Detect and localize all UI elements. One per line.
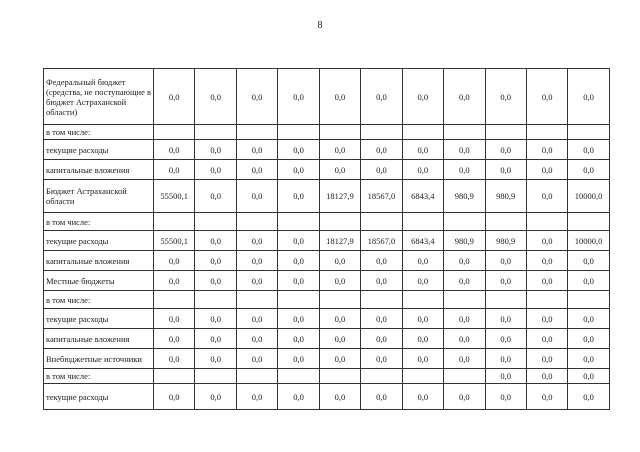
value-cell: 0,0 — [195, 140, 236, 160]
value-cell: 980,9 — [444, 231, 485, 251]
value-cell — [319, 125, 360, 140]
value-cell — [485, 291, 526, 309]
value-cell: 0,0 — [526, 369, 567, 384]
value-cell: 0,0 — [568, 271, 609, 291]
value-cell: 0,0 — [319, 251, 360, 271]
value-cell: 0,0 — [485, 349, 526, 369]
value-cell: 0,0 — [402, 384, 443, 410]
value-cell — [278, 125, 319, 140]
value-cell: 0,0 — [236, 160, 277, 180]
table-row — [44, 369, 610, 384]
value-cell: 0,0 — [236, 384, 277, 410]
value-cell — [568, 125, 609, 140]
table-row — [44, 180, 610, 213]
value-cell: 0,0 — [402, 160, 443, 180]
value-cell: 0,0 — [361, 251, 402, 271]
value-cell — [236, 291, 277, 309]
budget-table-body — [44, 69, 610, 410]
value-cell: 0,0 — [568, 251, 609, 271]
row-label: в том числе: — [44, 291, 154, 309]
value-cell: 0,0 — [568, 309, 609, 329]
value-cell: 6843,4 — [402, 231, 443, 251]
table-row — [44, 329, 610, 349]
row-label: капитальные вложения — [44, 251, 154, 271]
value-cell: 0,0 — [278, 251, 319, 271]
value-cell: 0,0 — [361, 160, 402, 180]
value-cell: 0,0 — [444, 69, 485, 125]
value-cell — [568, 291, 609, 309]
value-cell: 0,0 — [154, 251, 195, 271]
value-cell: 0,0 — [236, 349, 277, 369]
value-cell: 0,0 — [154, 140, 195, 160]
value-cell: 0,0 — [485, 160, 526, 180]
value-cell: 0,0 — [568, 384, 609, 410]
budget-table — [43, 68, 610, 410]
value-cell: 0,0 — [195, 231, 236, 251]
value-cell: 0,0 — [361, 309, 402, 329]
value-cell — [526, 291, 567, 309]
value-cell: 0,0 — [278, 140, 319, 160]
value-cell — [278, 291, 319, 309]
table-row — [44, 213, 610, 231]
value-cell: 0,0 — [236, 69, 277, 125]
value-cell: 0,0 — [485, 309, 526, 329]
value-cell — [319, 213, 360, 231]
value-cell: 0,0 — [526, 329, 567, 349]
row-label: текущие расходы — [44, 309, 154, 329]
row-label: Местные бюджеты — [44, 271, 154, 291]
value-cell: 0,0 — [444, 309, 485, 329]
value-cell: 0,0 — [195, 349, 236, 369]
table-row — [44, 69, 610, 125]
row-label: капитальные вложения — [44, 160, 154, 180]
value-cell: 0,0 — [236, 271, 277, 291]
value-cell: 0,0 — [278, 180, 319, 213]
value-cell — [402, 291, 443, 309]
value-cell: 18127,9 — [319, 231, 360, 251]
value-cell: 0,0 — [402, 329, 443, 349]
value-cell: 0,0 — [319, 384, 360, 410]
value-cell — [236, 369, 277, 384]
value-cell: 0,0 — [236, 329, 277, 349]
value-cell: 0,0 — [319, 309, 360, 329]
value-cell — [361, 369, 402, 384]
value-cell: 0,0 — [236, 309, 277, 329]
value-cell: 0,0 — [526, 231, 567, 251]
value-cell: 0,0 — [444, 329, 485, 349]
row-label: текущие расходы — [44, 384, 154, 410]
value-cell — [236, 213, 277, 231]
value-cell: 18567,0 — [361, 180, 402, 213]
value-cell: 0,0 — [444, 160, 485, 180]
value-cell: 10000,0 — [568, 180, 609, 213]
value-cell: 0,0 — [402, 271, 443, 291]
table-row — [44, 291, 610, 309]
value-cell: 0,0 — [526, 69, 567, 125]
page-number: 8 — [317, 20, 323, 31]
row-label: в том числе: — [44, 125, 154, 140]
value-cell: 0,0 — [154, 349, 195, 369]
row-label: в том числе: — [44, 213, 154, 231]
value-cell: 10000,0 — [568, 231, 609, 251]
value-cell: 0,0 — [278, 271, 319, 291]
value-cell: 0,0 — [236, 231, 277, 251]
value-cell: 0,0 — [526, 140, 567, 160]
value-cell: 0,0 — [485, 140, 526, 160]
value-cell: 0,0 — [319, 349, 360, 369]
value-cell: 0,0 — [402, 309, 443, 329]
table-row — [44, 271, 610, 291]
value-cell: 0,0 — [236, 180, 277, 213]
value-cell — [154, 369, 195, 384]
value-cell — [485, 213, 526, 231]
value-cell: 0,0 — [568, 160, 609, 180]
value-cell: 0,0 — [278, 329, 319, 349]
value-cell — [402, 369, 443, 384]
row-label: в том числе: — [44, 369, 154, 384]
value-cell: 0,0 — [361, 69, 402, 125]
value-cell: 0,0 — [278, 160, 319, 180]
value-cell — [154, 291, 195, 309]
value-cell: 0,0 — [278, 231, 319, 251]
value-cell: 0,0 — [485, 384, 526, 410]
value-cell — [278, 213, 319, 231]
value-cell: 0,0 — [361, 384, 402, 410]
value-cell: 980,9 — [444, 180, 485, 213]
table-row — [44, 349, 610, 369]
value-cell: 0,0 — [195, 384, 236, 410]
row-label: капитальные вложения — [44, 329, 154, 349]
value-cell — [154, 213, 195, 231]
value-cell — [402, 125, 443, 140]
value-cell: 0,0 — [568, 329, 609, 349]
value-cell: 0,0 — [526, 160, 567, 180]
value-cell: 0,0 — [154, 329, 195, 349]
value-cell: 0,0 — [485, 271, 526, 291]
value-cell: 0,0 — [526, 349, 567, 369]
value-cell — [402, 213, 443, 231]
value-cell: 0,0 — [444, 251, 485, 271]
value-cell: 0,0 — [195, 160, 236, 180]
value-cell: 980,9 — [485, 231, 526, 251]
value-cell — [195, 125, 236, 140]
table-row — [44, 140, 610, 160]
value-cell: 0,0 — [195, 251, 236, 271]
value-cell — [361, 213, 402, 231]
value-cell: 0,0 — [361, 271, 402, 291]
value-cell: 0,0 — [526, 251, 567, 271]
table-row — [44, 309, 610, 329]
value-cell: 0,0 — [444, 140, 485, 160]
value-cell: 0,0 — [444, 384, 485, 410]
value-cell — [278, 369, 319, 384]
value-cell: 0,0 — [319, 271, 360, 291]
value-cell: 0,0 — [402, 349, 443, 369]
value-cell: 0,0 — [361, 349, 402, 369]
value-cell: 55500,1 — [154, 231, 195, 251]
value-cell: 0,0 — [154, 384, 195, 410]
value-cell: 0,0 — [485, 329, 526, 349]
value-cell — [319, 369, 360, 384]
value-cell: 0,0 — [195, 329, 236, 349]
value-cell: 0,0 — [278, 69, 319, 125]
value-cell: 18567,0 — [361, 231, 402, 251]
value-cell: 0,0 — [278, 384, 319, 410]
table-row — [44, 384, 610, 410]
value-cell — [444, 125, 485, 140]
value-cell: 0,0 — [361, 140, 402, 160]
row-label: Внебюджетные источники — [44, 349, 154, 369]
value-cell: 0,0 — [195, 180, 236, 213]
table-row — [44, 125, 610, 140]
value-cell — [444, 291, 485, 309]
value-cell: 0,0 — [236, 140, 277, 160]
value-cell: 0,0 — [154, 271, 195, 291]
table-row — [44, 251, 610, 271]
value-cell: 0,0 — [485, 369, 526, 384]
table-row — [44, 160, 610, 180]
value-cell — [526, 213, 567, 231]
value-cell: 0,0 — [568, 69, 609, 125]
value-cell — [361, 125, 402, 140]
value-cell: 0,0 — [568, 140, 609, 160]
value-cell: 0,0 — [526, 384, 567, 410]
value-cell: 0,0 — [526, 180, 567, 213]
row-label: Федеральный бюджет (средства, не поступающие в бюджет Астраханской области) — [44, 69, 154, 125]
value-cell: 6843,4 — [402, 180, 443, 213]
value-cell: 0,0 — [402, 69, 443, 125]
value-cell: 0,0 — [154, 69, 195, 125]
value-cell — [444, 213, 485, 231]
value-cell: 0,0 — [195, 271, 236, 291]
value-cell — [195, 369, 236, 384]
value-cell: 18127,9 — [319, 180, 360, 213]
value-cell: 0,0 — [568, 349, 609, 369]
value-cell: 0,0 — [154, 309, 195, 329]
value-cell — [444, 369, 485, 384]
value-cell: 0,0 — [444, 349, 485, 369]
value-cell: 0,0 — [278, 349, 319, 369]
value-cell: 0,0 — [444, 271, 485, 291]
row-label: Бюджет Астраханской области — [44, 180, 154, 213]
value-cell: 0,0 — [526, 271, 567, 291]
value-cell: 0,0 — [195, 309, 236, 329]
value-cell — [195, 213, 236, 231]
value-cell: 0,0 — [526, 309, 567, 329]
value-cell — [485, 125, 526, 140]
value-cell — [319, 291, 360, 309]
value-cell — [236, 125, 277, 140]
value-cell: 0,0 — [319, 69, 360, 125]
value-cell: 0,0 — [154, 160, 195, 180]
value-cell — [361, 291, 402, 309]
value-cell: 0,0 — [568, 369, 609, 384]
value-cell: 0,0 — [402, 140, 443, 160]
value-cell — [154, 125, 195, 140]
value-cell — [526, 125, 567, 140]
value-cell: 0,0 — [319, 140, 360, 160]
value-cell: 0,0 — [485, 251, 526, 271]
row-label: текущие расходы — [44, 231, 154, 251]
value-cell: 0,0 — [319, 160, 360, 180]
value-cell: 0,0 — [319, 329, 360, 349]
value-cell: 0,0 — [278, 309, 319, 329]
value-cell: 0,0 — [402, 251, 443, 271]
value-cell: 55500,1 — [154, 180, 195, 213]
value-cell — [568, 213, 609, 231]
value-cell: 0,0 — [361, 329, 402, 349]
value-cell: 980,9 — [485, 180, 526, 213]
value-cell — [195, 291, 236, 309]
table-row — [44, 231, 610, 251]
value-cell: 0,0 — [195, 69, 236, 125]
row-label: текущие расходы — [44, 140, 154, 160]
value-cell: 0,0 — [485, 69, 526, 125]
value-cell: 0,0 — [236, 251, 277, 271]
